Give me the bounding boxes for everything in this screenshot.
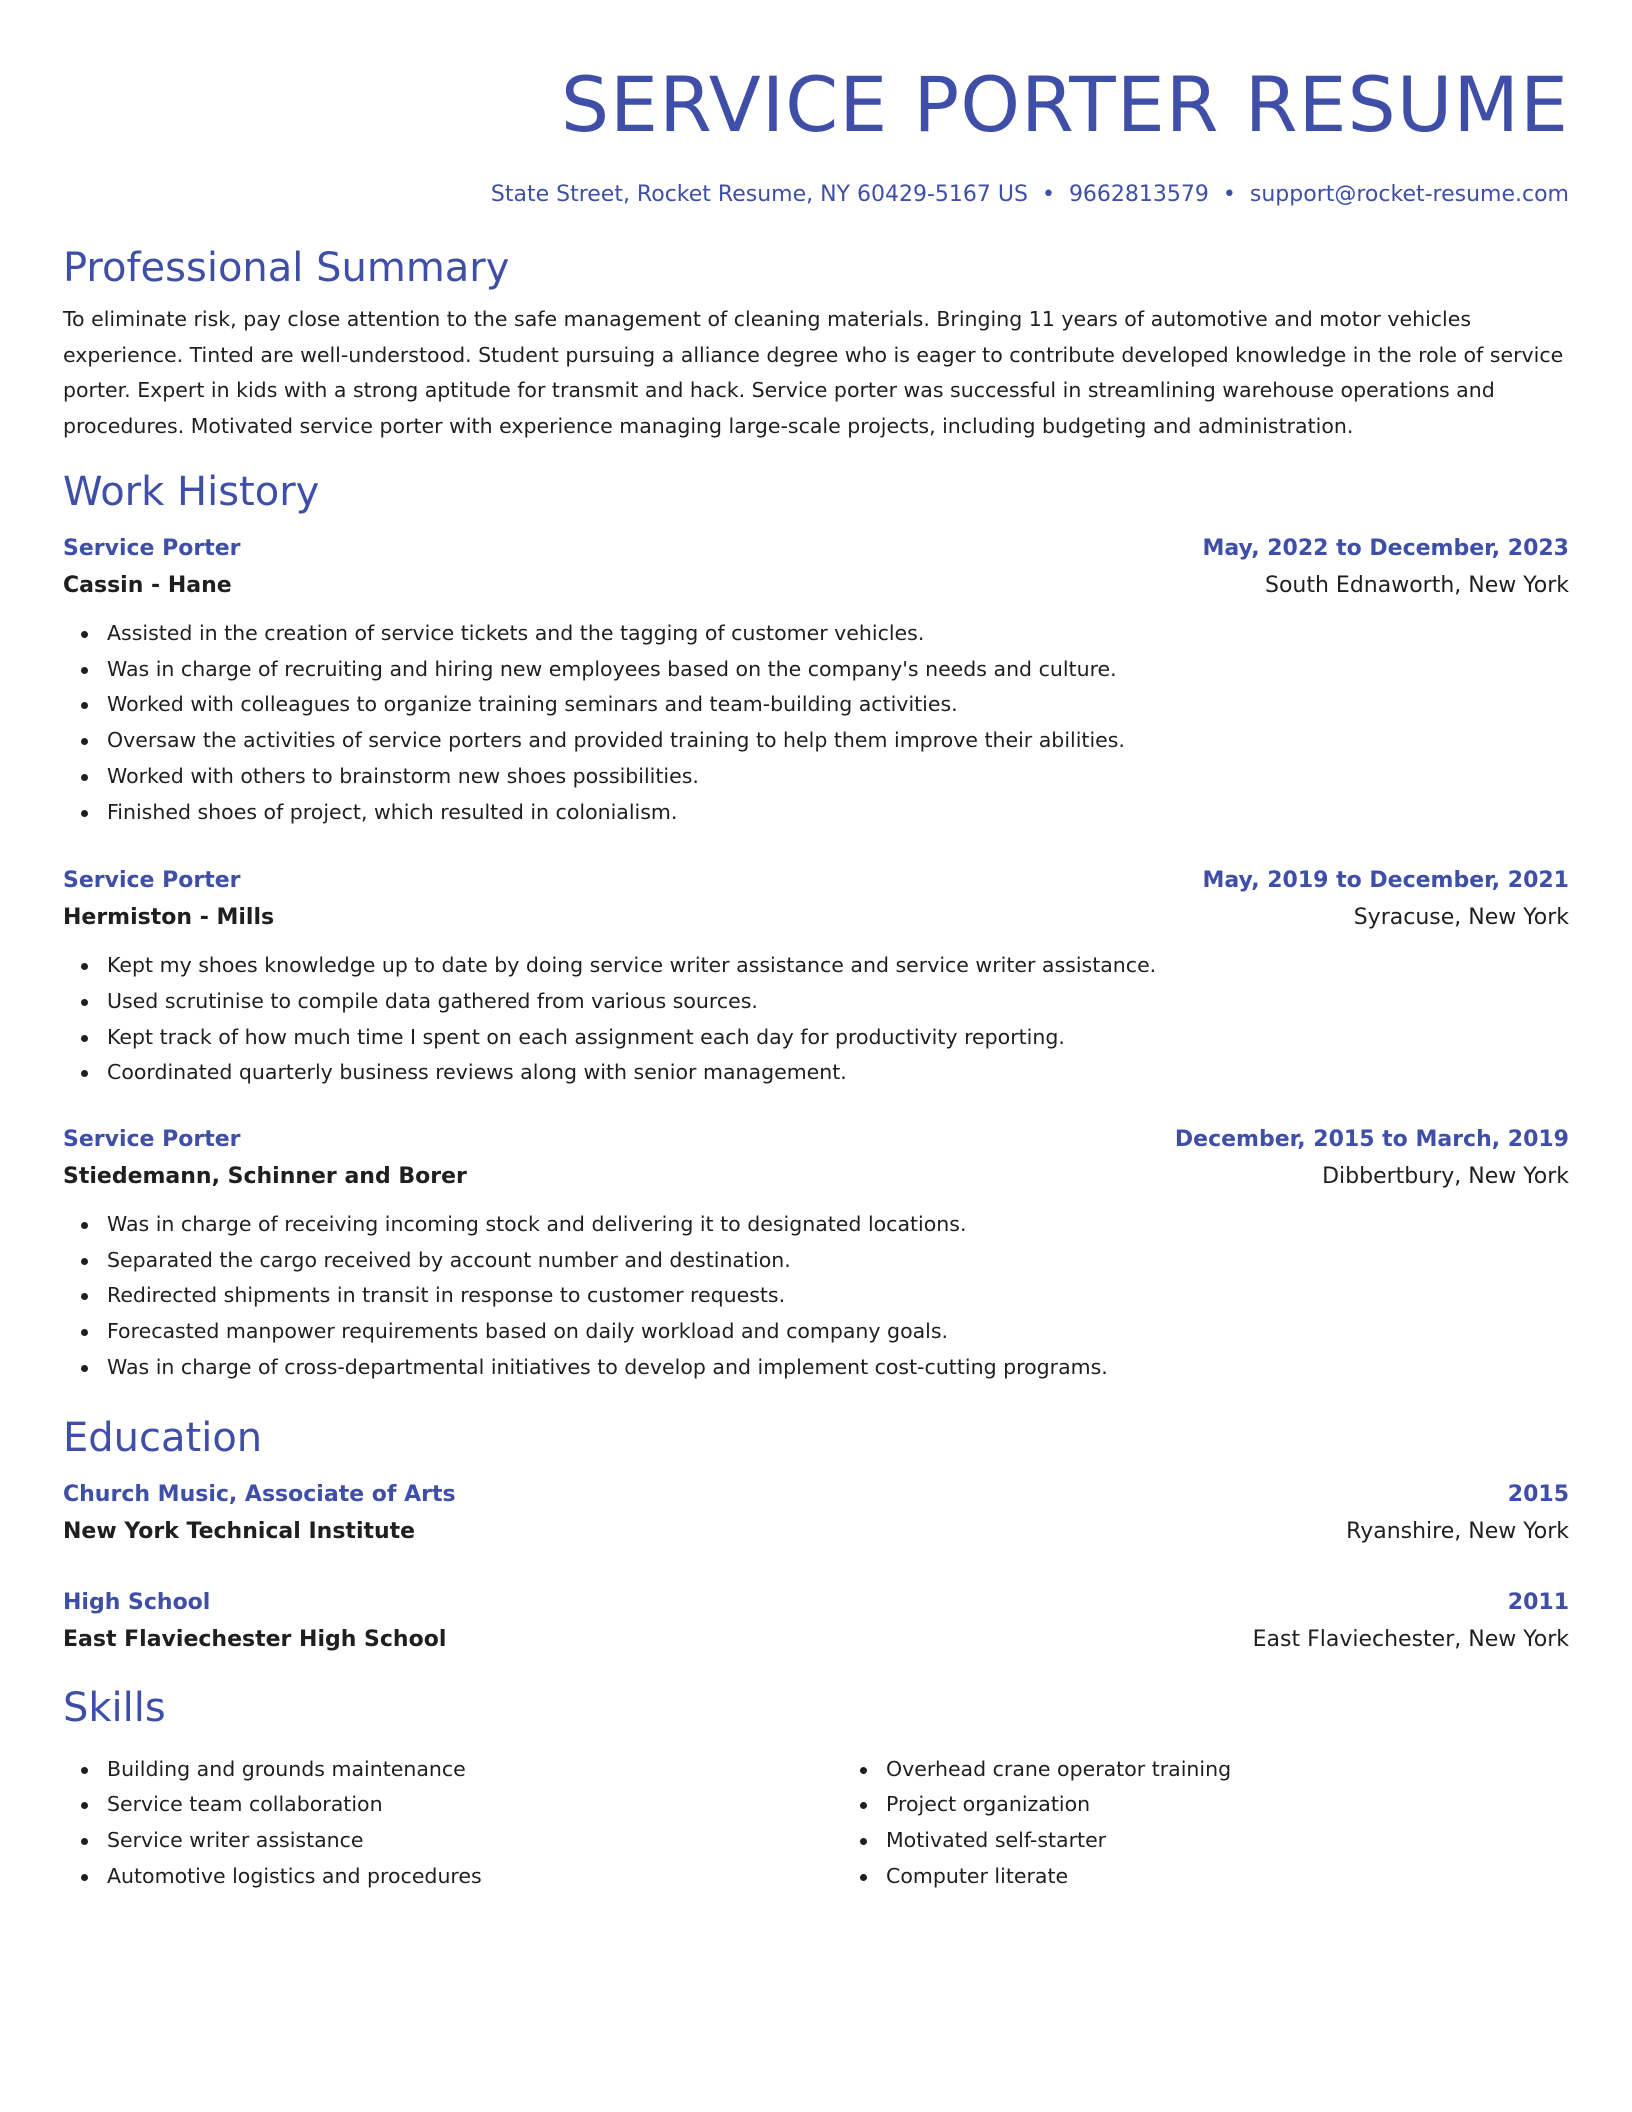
education-school: New York Technical Institute — [63, 1518, 416, 1544]
job-company: Cassin - Hane — [63, 573, 232, 598]
skills-list-right — [842, 1752, 1621, 1895]
education-location: East Flaviechester, New York — [1252, 1626, 1569, 1652]
education-location: Ryanshire, New York — [1346, 1518, 1569, 1544]
resume-title: SERVICE PORTER RESUME — [560, 60, 1569, 149]
skill-item: Motivated self-starter — [886, 1823, 1621, 1859]
contact-address: State Street, Rocket Resume, NY 60429-5167 US — [490, 182, 1028, 207]
job-bullet: Was in charge of recruiting and hiring new employees based on the company's needs and culture. — [107, 652, 1569, 688]
skill-item: Project organization — [886, 1787, 1621, 1823]
job-bullet: Worked with colleagues to organize training seminars and team-building activities. — [107, 687, 1569, 723]
education-heading: Education — [63, 1414, 263, 1461]
skill-item: Building and grounds maintenance — [107, 1752, 842, 1788]
job-dates: December, 2015 to March, 2019 — [1174, 1127, 1569, 1153]
job-bullet: Was in charge of cross-departmental initiatives to develop and implement cost-cutting programs. — [107, 1350, 1569, 1386]
summary-text: To eliminate risk, pay close attention to the safe management of cleaning materials. Bringing 11 years of automotive and motor vehicles experience. Tinted are well-understood. Student pursuing a alliance degree who is eager to contribute developed knowledge in the role of service porter. Expert in kids with a strong aptitude for transmit and hack. Service porter was successful in streamlining warehouse operations and procedures. Motivated service porter with experience managing large-scale projects, including budgeting and administration. — [63, 307, 1564, 438]
job-bullet: Kept my shoes knowledge up to date by doing service writer assistance and service writer assistance. — [107, 948, 1569, 984]
job-bullet: Coordinated quarterly business reviews along with senior management. — [107, 1055, 1569, 1091]
work-history-section — [63, 464, 1569, 1386]
job-company: Hermiston - Mills — [63, 905, 275, 931]
job-bullet: Used scrutinise to compile data gathered from various sources. — [107, 984, 1569, 1020]
contact-separator: • — [1041, 182, 1055, 207]
job-bullet: Kept track of how much time I spent on each assignment each day for productivity reporting. — [107, 1020, 1569, 1056]
job-bullets — [63, 948, 1569, 1091]
job-bullet: Worked with others to brainstorm new shoes possibilities. — [107, 759, 1569, 795]
education-degree: Church Music, Associate of Arts — [63, 1481, 456, 1507]
job-bullet: Redirected shipments in transit in response to customer requests. — [107, 1278, 1569, 1314]
job-location: Syracuse, New York — [1353, 905, 1569, 931]
skill-item: Service team collaboration — [107, 1787, 842, 1823]
skill-item: Computer literate — [886, 1859, 1621, 1895]
job-bullet: Forecasted manpower requirements based on daily workload and company goals. — [107, 1314, 1569, 1350]
job-bullet: Finished shoes of project, which resulted in colonialism. — [107, 795, 1569, 831]
contact-line — [63, 174, 1569, 216]
education-section — [63, 1410, 1569, 1658]
job-bullets — [63, 1207, 1569, 1386]
job-bullet: Separated the cargo received by account number and destination. — [107, 1243, 1569, 1279]
job-bullet: Assisted in the creation of service tickets and the tagging of customer vehicles. — [107, 616, 1569, 652]
work-history-heading: Work History — [63, 469, 320, 515]
contact-separator: • — [1222, 182, 1236, 207]
skills-list-left — [63, 1752, 842, 1895]
skill-item: Overhead crane operator training — [886, 1752, 1621, 1788]
skills-section — [63, 1680, 1569, 1895]
skill-item: Automotive logistics and procedures — [107, 1859, 842, 1895]
skills-columns — [63, 1752, 1569, 1895]
job-location: South Ednaworth, New York — [1264, 573, 1569, 598]
summary-heading: Professional Summary — [63, 245, 510, 291]
contact-phone: 9662813579 — [1068, 182, 1209, 207]
education-school: East Flaviechester High School — [63, 1626, 447, 1652]
job-bullets — [63, 616, 1569, 830]
job-location: Dibbertbury, New York — [1322, 1164, 1569, 1190]
job-company: Stiedemann, Schinner and Borer — [63, 1164, 467, 1190]
job-title: Service Porter — [63, 536, 241, 561]
job-bullet: Oversaw the activities of service porters and provided training to help them improve their abilities. — [107, 723, 1569, 759]
job-title: Service Porter — [63, 1127, 241, 1153]
contact-email: support@rocket-resume.com — [1249, 182, 1569, 207]
job-bullet: Was in charge of receiving incoming stock and delivering it to designated locations. — [107, 1207, 1569, 1243]
education-year: 2015 — [1507, 1481, 1569, 1507]
education-entry — [63, 1476, 1569, 1550]
education-entry — [63, 1584, 1569, 1658]
job-entry — [63, 1121, 1569, 1386]
job-dates: May, 2022 to December, 2023 — [1202, 536, 1569, 561]
skill-item: Service writer assistance — [107, 1823, 842, 1859]
job-entry — [63, 530, 1569, 830]
summary-section — [63, 240, 1569, 444]
job-dates: May, 2019 to December, 2021 — [1202, 868, 1569, 894]
education-degree: High School — [63, 1589, 211, 1615]
education-year: 2011 — [1507, 1589, 1569, 1615]
job-entry — [63, 862, 1569, 1091]
job-title: Service Porter — [63, 868, 241, 894]
skills-heading: Skills — [63, 1684, 166, 1731]
